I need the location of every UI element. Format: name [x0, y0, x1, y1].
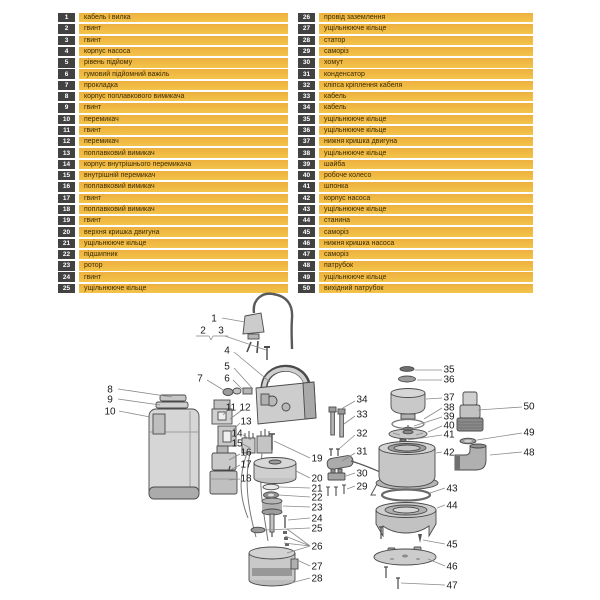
diagram-part-number: 50	[523, 401, 535, 413]
diagram-part-number: 3	[218, 325, 224, 337]
part-name-label: кабель	[319, 103, 533, 112]
part-number-badge: 23	[58, 261, 75, 270]
diagram-part-number: 32	[356, 428, 368, 440]
part-number-badge: 29	[298, 47, 315, 56]
part-name-label: шпонка	[319, 182, 533, 191]
diagram-part-number: 31	[356, 446, 368, 458]
leader-line	[478, 407, 522, 410]
parts-table-row	[58, 250, 288, 259]
diagram-part-number: 19	[311, 453, 323, 465]
parts-table-row	[58, 182, 288, 191]
part-number-badge: 18	[58, 205, 75, 214]
part-number-badge: 28	[298, 36, 315, 45]
part-name-label: статор	[319, 36, 533, 45]
leader-line	[336, 401, 355, 412]
part-number-badge: 2	[58, 24, 75, 33]
part-number-badge: 5	[58, 58, 75, 67]
part-name-label: кабель і вилка	[79, 13, 288, 22]
part-number-badge: 19	[58, 216, 75, 225]
leader-line	[234, 368, 253, 389]
parts-table-row	[298, 24, 533, 33]
diagram-part-number: 8	[107, 384, 113, 396]
parts-table-row	[58, 205, 288, 214]
diagram-part-number: 46	[446, 561, 458, 573]
part-name-label: перемикач	[79, 115, 288, 124]
diagram-part-number: 41	[443, 429, 455, 441]
parts-table-row	[298, 69, 533, 78]
parts-table-row	[58, 126, 288, 135]
part-name-label: ущільнююче кільце	[319, 126, 533, 135]
part-number-badge: 42	[298, 194, 315, 203]
part-number-badge: 43	[298, 205, 315, 214]
diagram-part-number: 12	[239, 402, 251, 414]
diagram-part-number: 47	[446, 580, 458, 592]
diagram-part-number: 20	[311, 473, 323, 485]
part-name-label: нижня кришка насоса	[319, 239, 533, 248]
pump-lower-parts	[371, 367, 438, 589]
diagram-part-number: 18	[240, 473, 252, 485]
part-number-badge: 21	[58, 239, 75, 248]
part-name-label: ущільнююче кільце	[319, 148, 533, 157]
parts-table-row	[298, 81, 533, 90]
part-number-badge: 1	[58, 13, 75, 22]
motor-parts-center	[249, 434, 298, 586]
leader-line	[437, 505, 445, 508]
diagram-part-number: 13	[240, 416, 252, 428]
part-number-badge: 27	[298, 24, 315, 33]
part-name-label: ущільнююче кільце	[319, 205, 533, 214]
leader-line	[428, 426, 442, 432]
leader-line	[346, 473, 355, 476]
parts-table-row	[298, 58, 533, 67]
part-number-badge: 36	[298, 126, 315, 135]
part-name-label: кабель	[319, 92, 533, 101]
part-number-badge: 38	[298, 148, 315, 157]
leader-line	[280, 487, 310, 488]
part-number-badge: 17	[58, 194, 75, 203]
parts-table-row	[58, 227, 288, 236]
parts-table-row	[298, 126, 533, 135]
pump-upper-housing	[256, 368, 316, 424]
parts-table-row	[298, 250, 533, 259]
diagram-part-number: 42	[443, 447, 455, 459]
leader-line	[118, 399, 160, 405]
diagram-part-number: 11	[225, 402, 237, 414]
parts-table-row	[298, 47, 533, 56]
diagram-part-number: 7	[197, 373, 203, 385]
parts-table-row	[58, 216, 288, 225]
part-name-label: гвинт	[79, 103, 288, 112]
screw-part	[264, 347, 270, 360]
leader-line	[424, 408, 442, 419]
leader-line	[211, 336, 213, 340]
part-number-badge: 34	[298, 103, 315, 112]
part-name-label: перемикач	[79, 137, 288, 146]
part-number-badge: 47	[298, 250, 315, 259]
small-seal-parts	[223, 388, 252, 396]
diagram-part-number: 45	[446, 539, 458, 551]
part-name-label: поплавковий вимикач	[79, 182, 288, 191]
part-name-label: ущільнююче кільце	[319, 272, 533, 281]
parts-table-row	[58, 148, 288, 157]
diagram-part-number: 48	[523, 447, 535, 459]
leader-line	[344, 416, 355, 424]
parts-table-row	[58, 81, 288, 90]
diagram-part-number: 17	[240, 459, 252, 471]
diagram-part-number: 15	[231, 438, 243, 450]
parts-table-row	[58, 239, 288, 248]
leader-line	[414, 417, 442, 426]
part-name-label: підшипник	[79, 250, 288, 259]
part-name-label: ущільнююче кільце	[79, 239, 288, 248]
part-number-badge: 4	[58, 47, 75, 56]
parts-table-row	[298, 272, 533, 281]
part-name-label: поплавковий вимикач	[79, 148, 288, 157]
part-name-label: гвинт	[79, 126, 288, 135]
parts-table-row	[298, 205, 533, 214]
diagram-part-number: 29	[356, 481, 368, 493]
part-name-label: рівень підйому	[79, 58, 288, 67]
part-number-badge: 7	[58, 81, 75, 90]
parts-table-row	[298, 182, 533, 191]
part-name-label: гумовий підйомний важіль	[79, 69, 288, 78]
part-number-badge: 41	[298, 182, 315, 191]
outlet-parts	[455, 392, 486, 470]
diagram-part-number: 5	[224, 361, 230, 373]
diagram-part-number: 37	[443, 392, 455, 404]
part-name-label: внутрішній перемикач	[79, 171, 288, 180]
part-number-badge: 48	[298, 261, 315, 270]
diagram-part-number: 4	[224, 345, 230, 357]
part-name-label: корпус внутрішнього перемикача	[79, 160, 288, 169]
leader-line	[234, 352, 270, 382]
diagram-part-number: 2	[200, 325, 206, 337]
diagram-part-number: 38	[443, 402, 455, 414]
diagram-part-number: 22	[311, 492, 323, 504]
part-number-badge: 44	[298, 216, 315, 225]
diagram-part-number: 33	[356, 409, 368, 421]
part-number-badge: 40	[298, 171, 315, 180]
part-name-label: прокладка	[79, 81, 288, 90]
parts-table-row	[58, 92, 288, 101]
diagram-part-number: 28	[311, 573, 323, 585]
part-name-label: робоче колесо	[319, 171, 533, 180]
parts-table-row	[58, 171, 288, 180]
diagram-part-number: 44	[446, 500, 458, 512]
diagram-part-number: 35	[443, 364, 455, 376]
diagram-part-number: 30	[356, 468, 368, 480]
part-number-badge: 26	[298, 13, 315, 22]
parts-table-row	[58, 115, 288, 124]
diagram-part-number: 23	[311, 502, 323, 514]
leader-line	[283, 506, 310, 507]
part-name-label: вихідний патрубок	[319, 284, 533, 293]
part-number-badge: 45	[298, 227, 315, 236]
part-name-label: саморіз	[319, 250, 533, 259]
diagram-part-number: 14	[231, 428, 243, 440]
parts-table-row	[298, 171, 533, 180]
part-name-label: ущільнююче кільце	[79, 284, 288, 293]
float-switch-housing	[149, 395, 199, 499]
part-number-badge: 6	[58, 69, 75, 78]
leader-line	[430, 488, 445, 493]
exploded-diagram	[0, 288, 600, 600]
part-name-label: гвинт	[79, 272, 288, 281]
part-name-label: ущільнююче кільце	[319, 115, 533, 124]
diagram-part-number: 40	[443, 420, 455, 432]
part-name-label: станина	[319, 216, 533, 225]
diagram-part-number: 25	[311, 523, 323, 535]
parts-table-left	[58, 13, 288, 295]
leader-line	[222, 318, 245, 322]
part-number-badge: 20	[58, 227, 75, 236]
leader-line	[279, 495, 310, 497]
parts-table-row	[58, 272, 288, 281]
part-name-label: провід заземлення	[319, 13, 533, 22]
diagram-part-number: 16	[240, 447, 252, 459]
part-number-badge: 37	[298, 137, 315, 146]
part-name-label: корпус поплавкового вимикача	[79, 92, 288, 101]
leader-line	[477, 433, 522, 440]
part-number-badge: 10	[58, 115, 75, 124]
diagram-part-number: 36	[443, 374, 455, 386]
part-name-label: верхня кришка двигуна	[79, 227, 288, 236]
part-number-badge: 32	[298, 81, 315, 90]
parts-table-row	[58, 13, 288, 22]
part-name-label: поплавковий вимикач	[79, 205, 288, 214]
part-number-badge: 50	[298, 284, 315, 293]
part-number-badge: 15	[58, 171, 75, 180]
part-name-label: корпус насоса	[79, 47, 288, 56]
parts-table-row	[298, 13, 533, 22]
leader-line	[118, 389, 172, 397]
leader-line	[401, 583, 445, 585]
part-number-badge: 46	[298, 239, 315, 248]
parts-table-row	[58, 58, 288, 67]
parts-table-right	[298, 13, 533, 295]
part-name-label: хомут	[319, 58, 533, 67]
bolts-and-capacitor	[326, 407, 380, 496]
part-number-badge: 30	[298, 58, 315, 67]
part-number-badge: 14	[58, 160, 75, 169]
parts-table-row	[58, 36, 288, 45]
leader-line	[426, 398, 442, 399]
part-name-label: саморіз	[319, 227, 533, 236]
parts-table-row	[298, 103, 533, 112]
part-number-badge: 39	[298, 160, 315, 169]
leader-line	[490, 452, 522, 455]
part-name-label: ущільнююче кільце	[319, 24, 533, 33]
parts-table-row	[298, 92, 533, 101]
part-name-label: гвинт	[79, 24, 288, 33]
parts-table-row	[58, 137, 288, 146]
leader-line	[225, 336, 266, 350]
part-name-label: нижня кришка двигуна	[319, 137, 533, 146]
part-name-label: корпус насоса	[319, 194, 533, 203]
diagram-part-number: 9	[107, 394, 113, 406]
parts-table-row	[298, 216, 533, 225]
part-number-badge: 22	[58, 250, 75, 259]
diagram-part-number: 39	[443, 411, 455, 423]
parts-table-row	[298, 137, 533, 146]
parts-table-row	[298, 115, 533, 124]
parts-table-row	[58, 160, 288, 169]
part-number-badge: 25	[58, 284, 75, 293]
leader-line	[436, 452, 442, 453]
part-number-badge: 9	[58, 103, 75, 112]
part-number-badge: 35	[298, 115, 315, 124]
part-name-label: гвинт	[79, 194, 288, 203]
part-number-badge: 24	[58, 272, 75, 281]
parts-table-row	[58, 69, 288, 78]
leader-line	[209, 336, 211, 340]
part-number-badge: 13	[58, 148, 75, 157]
diagram-part-number: 34	[356, 394, 368, 406]
part-name-label: ротор	[79, 261, 288, 270]
parts-table-row	[298, 239, 533, 248]
part-number-badge: 16	[58, 182, 75, 191]
diagram-part-number: 24	[311, 513, 323, 525]
part-name-label: патрубок	[319, 261, 533, 270]
part-name-label: гвинт	[79, 216, 288, 225]
diagram-part-number: 21	[311, 483, 323, 495]
part-name-label: кліпса кріплення кабеля	[319, 81, 533, 90]
diagram-part-number: 10	[104, 406, 116, 418]
parts-table-row	[58, 47, 288, 56]
part-number-badge: 31	[298, 69, 315, 78]
diagram-part-number: 43	[446, 483, 458, 495]
part-name-label: конденсатор	[319, 69, 533, 78]
leader-line	[347, 486, 355, 489]
parts-table-row	[58, 194, 288, 203]
parts-table-row	[298, 261, 533, 270]
parts-table-row	[58, 261, 288, 270]
part-number-badge: 3	[58, 36, 75, 45]
part-number-badge: 8	[58, 92, 75, 101]
parts-table-row	[58, 103, 288, 112]
part-name-label: гвинт	[79, 36, 288, 45]
parts-table-row	[298, 227, 533, 236]
parts-table-row	[298, 36, 533, 45]
diagram-part-number: 6	[224, 373, 230, 385]
parts-table-row	[58, 24, 288, 33]
cable-and-plug	[243, 294, 292, 353]
parts-table-row	[298, 148, 533, 157]
diagram-part-number: 1	[211, 313, 217, 325]
parts-table-row	[298, 160, 533, 169]
leader-line	[296, 471, 310, 478]
leader-line	[119, 411, 150, 417]
part-number-badge: 11	[58, 126, 75, 135]
leader-line	[428, 559, 445, 566]
part-name-label: саморіз	[319, 47, 533, 56]
diagram-part-number: 26	[311, 541, 323, 553]
leader-line	[288, 518, 310, 520]
leader-line	[423, 540, 445, 544]
diagram-part-number: 49	[523, 427, 535, 439]
part-name-label: шайба	[319, 160, 533, 169]
part-number-badge: 49	[298, 272, 315, 281]
leader-line	[207, 380, 225, 391]
diagram-part-number: 27	[311, 561, 323, 573]
part-number-badge: 33	[298, 92, 315, 101]
part-number-badge: 12	[58, 137, 75, 146]
parts-table-row	[298, 194, 533, 203]
leader-line	[274, 441, 310, 458]
